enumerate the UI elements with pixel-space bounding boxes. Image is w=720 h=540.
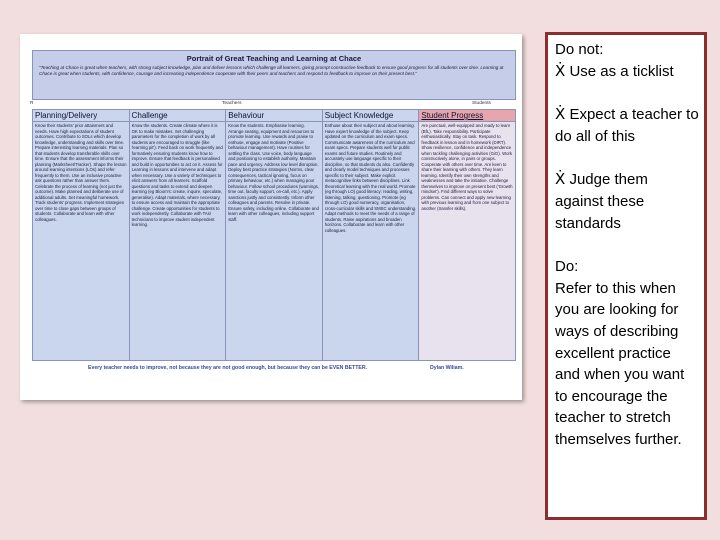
column-planning-delivery (33, 110, 130, 360)
column-text: Enthuse about their subject and about learning. Have expert knowledge of the subject. Keep updated on the curriculum and exam specs. Communicate awareness of the curriculum and exam specs. Prepare students well for public exams and future studies. Routinely and accurately use language specific to their discipline, so that students do also. Confidently and clearly model techniques and processes specific to their subject. Make explicit metacognitive links between disciplines. Link theoretical learning with the real world. Promote (eg through LO) good literacy: reading, writing, listening, talking, questioning. Promote (eg through LO) good numeracy, organisation, cross-curricular skills and SMSC understanding. Adapt methods to meet the needs of a range of students. Raise aspirations and broaden horizons. Collaborate and learn with other colleagues. (324, 123, 417, 233)
segment-teachers-label: Teachers (222, 101, 242, 106)
do-not-item (555, 104, 700, 147)
do-not-item-text: Use as a ticklist (569, 62, 674, 80)
column-heading: Behaviour (226, 110, 322, 122)
document-page (20, 34, 522, 400)
column-heading: Student Progress (419, 110, 515, 122)
footer-quote: Every teacher needs to improve, not because they are not good enough, but because they can be EVEN BETTER. (88, 365, 368, 371)
guidance-text (555, 39, 700, 451)
do-not-item (555, 61, 700, 83)
column-body (419, 122, 515, 212)
column-subject-knowledge (323, 110, 420, 360)
do-heading: Do: (555, 258, 579, 276)
cross-icon: Ẋ (555, 105, 566, 124)
column-text: Know their students' prior attainment and needs. Have high expectations of student outcomes. Contribute to SOLs which develop knowledge, understanding and skills over time. Prepare interesting learning materials. Plan so that students develop transferable skills over time. Ensure that the assessment informs their planning (Marksheet/Tracker). Shape the lesson around learning intentions (LOs) and refer frequently to them. Use an inclusive proactive ask questions rather than answer them. Celebrate the process of learning (not just the outcome). Make planned and deliberate use of additional adults. Set meaningful homework. Track students' progress. Implement strategies over time to close gaps between groups of students. Collaborate and learn with other colleagues. (35, 123, 127, 222)
do-text: Refer to this when you are looking for ways of describing excellent practice and when you want to encourage the teacher to stretch themselves further. (555, 279, 685, 448)
column-student-progress (419, 110, 515, 360)
segment-left-mark: R (30, 101, 34, 106)
column-body (226, 122, 322, 223)
document-title: Portrait of Great Teaching and Learning at Chace (186, 54, 362, 63)
do-not-heading: Do not: (555, 41, 604, 58)
standards-grid (32, 109, 516, 361)
segment-students-label: Students (472, 101, 491, 106)
column-text: Are punctual, well-equipped and ready to learn (BfL). Take responsibility. Participate enthusiastically. Stay on task. Respond to feedback in lesson and in homework (DIRT). Show resilience, confidence and independence when tackling challenging activities (GiG). Work constructively alone, in pairs or groups. Cooperate with others over time. Are keen to share their learning with others. They learn learning. Identify their own strengths and weaknesses and take the initiative. Challenge themselves to improve on present best ('Growth mindset'). Find different ways to solve problems. Can connect and apply new learning with previous learning and from one subject to another (transfer skills). (421, 123, 513, 211)
column-text: Know the students. Emphasise learning. Arrange seating, equipment and resources to promote learning. Use rewards and praise to enthuse, engage and motivate (Positive behaviour management). Have routines for settling the class. Use voice, body language and positioning to establish authority. Maintain pace and urgency. Address low level disruption. Deploy best practice strategies (Norms, clear consequences, tactical ignoring, focus on primary behaviour, etc.) when managing poor behaviour. Follow school procedures (warnings, time out, faculty support, on-call, etc.). Apply sanctions justly and consistently. Inform other colleagues and parents. Resolve in private. Ensure safety, including online. Collaborate and learn with other colleagues, including support staff. (228, 123, 319, 222)
do-not-item-text: Judge them against these standards (555, 171, 648, 232)
document-intro: "Teaching at Chace is great when teachers, with strong subject knowledge, plan and deliver lessons which challenge all learners, giving prompt constructive feedback to ensure good progress for all students over time. Learning at Chace is great when students, with confidence, courage and increasing independence cooperate with their peers and teachers and respond to feedback to improve on their present best." (39, 65, 504, 76)
column-heading: Challenge (130, 110, 226, 122)
column-body (323, 122, 419, 234)
footer-author: Dylan Wiliam. (430, 365, 464, 371)
column-text: Know the students. Create climate where it is OK to make mistakes. Set challenging parameters for the completion of work by all students are encouraged to struggle (like 'learning pit'). Feed back on work frequently and formatively ensuring students know how to improve. Ensure that feedback is personalised and build in opportunities to act on it. Assess for Learning in lessons and intervene and adapt when necessary. Use a variety of techniques to elicit answers from all learners. Scaffold questions and tasks to extend and deepen learning (eg Bloom's: create, inquire, speculate, generalise). Adapt materials, where necessary, to ensure access and maintain the appropriate challenge. Create opportunities for students to work independently. Collaborate with TAs/ technicians to improve student independent learning. (131, 123, 223, 227)
document-banner (32, 50, 516, 100)
segment-labels (32, 101, 516, 109)
cross-icon: Ẋ (555, 61, 566, 80)
column-heading: Planning/Delivery (33, 110, 129, 122)
column-heading: Subject Knowledge (323, 110, 419, 122)
column-challenge (130, 110, 227, 360)
column-body (130, 122, 226, 229)
guidance-panel (545, 32, 707, 520)
do-not-item (555, 169, 700, 234)
document-image (20, 34, 522, 400)
do-not-item-text: Expect a teacher to do all of this (555, 106, 699, 145)
cross-icon: Ẋ (555, 170, 566, 189)
column-behaviour (226, 110, 323, 360)
column-body (33, 122, 129, 223)
